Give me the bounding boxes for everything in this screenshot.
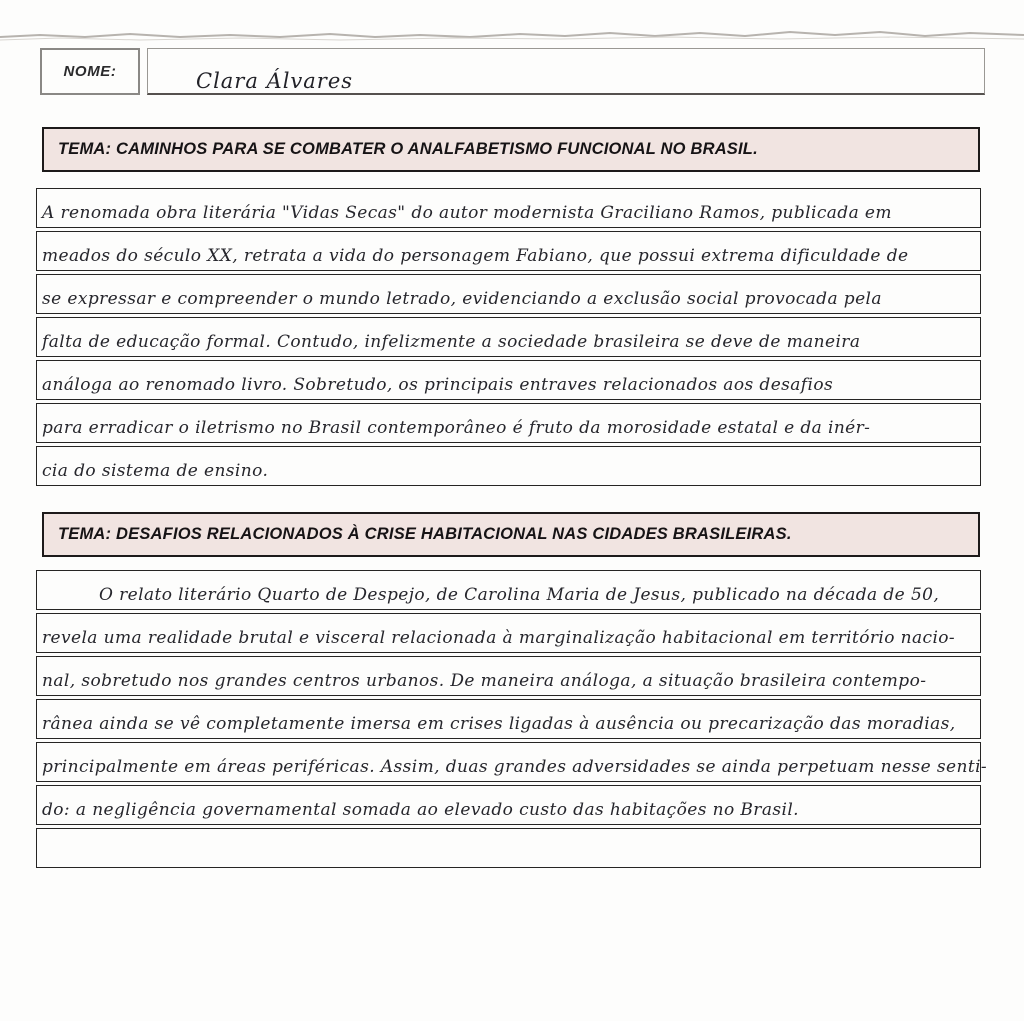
handwritten-text: O relato literário Quarto de Despejo, de Carolina Maria de Jesus, publicado na década de 50, [99,585,940,605]
handwritten-text: análoga ao renomado livro. Sobretudo, os principais entraves relacionados aos desafios [42,375,834,395]
theme-2-header [42,512,980,557]
essay-1-line-5 [36,360,981,400]
essay-1 [36,188,981,489]
theme-1-header [42,127,980,172]
essay-2-line-4 [36,699,981,739]
handwritten-text: A renomada obra literária "Vidas Secas" do autor modernista Graciliano Ramos, publicada em [42,203,892,223]
handwritten-text [37,862,46,867]
name-label: NOME: [63,63,117,80]
handwritten-text: se expressar e compreender o mundo letrado, evidenciando a exclusão social provocada pela [42,289,882,309]
essay-2-line-6 [36,785,981,825]
name-label-box [40,48,140,95]
handwritten-text: principalmente em áreas periféricas. Assim, duas grandes adversidades se ainda perpetuam nesse senti- [42,757,988,777]
theme-1-title: TEMA: CAMINHOS PARA SE COMBATER O ANALFABETISMO FUNCIONAL NO BRASIL. [58,140,758,158]
essay-2-line-3 [36,656,981,696]
name-row [40,48,985,95]
name-value-handwriting: Clara Álvares [196,69,354,93]
handwritten-text: meados do século XX, retrata a vida do personagem Fabiano, que possui extrema dificuldade de [42,246,909,266]
handwritten-text: para erradicar o iletrismo no Brasil contemporâneo é fruto da morosidade estatal e da inér- [42,418,871,438]
torn-paper-edge [0,0,1024,46]
handwritten-text: falta de educação formal. Contudo, infelizmente a sociedade brasileira se deve de maneira [42,332,861,352]
handwritten-text: do: a negligência governamental somada ao elevado custo das habitações no Brasil. [42,800,799,820]
essay-1-line-2 [36,231,981,271]
essay-2-line-5 [36,742,988,782]
handwritten-text: revela uma realidade brutal e visceral relacionada à marginalização habitacional em território nacio- [42,628,956,648]
handwritten-text: cia do sistema de ensino. [42,461,269,481]
essay-2-line-1 [36,570,981,610]
handwritten-text: rânea ainda se vê completamente imersa em crises ligadas à ausência ou precarização das moradias, [42,714,956,734]
handwritten-text: nal, sobretudo nos grandes centros urbanos. De maneira análoga, a situação brasileira contempo- [42,671,927,691]
theme-2-title: TEMA: DESAFIOS RELACIONADOS À CRISE HABITACIONAL NAS CIDADES BRASILEIRAS. [58,525,792,543]
essay-1-line-4 [36,317,981,357]
name-field [147,48,985,95]
essay-1-line-6 [36,403,981,443]
essay-2-line-2 [36,613,981,653]
essay-2 [36,570,988,871]
essay-1-line-1 [36,188,981,228]
essay-1-line-7 [36,446,981,486]
essay-2-line-7 [36,828,981,868]
essay-1-line-3 [36,274,981,314]
